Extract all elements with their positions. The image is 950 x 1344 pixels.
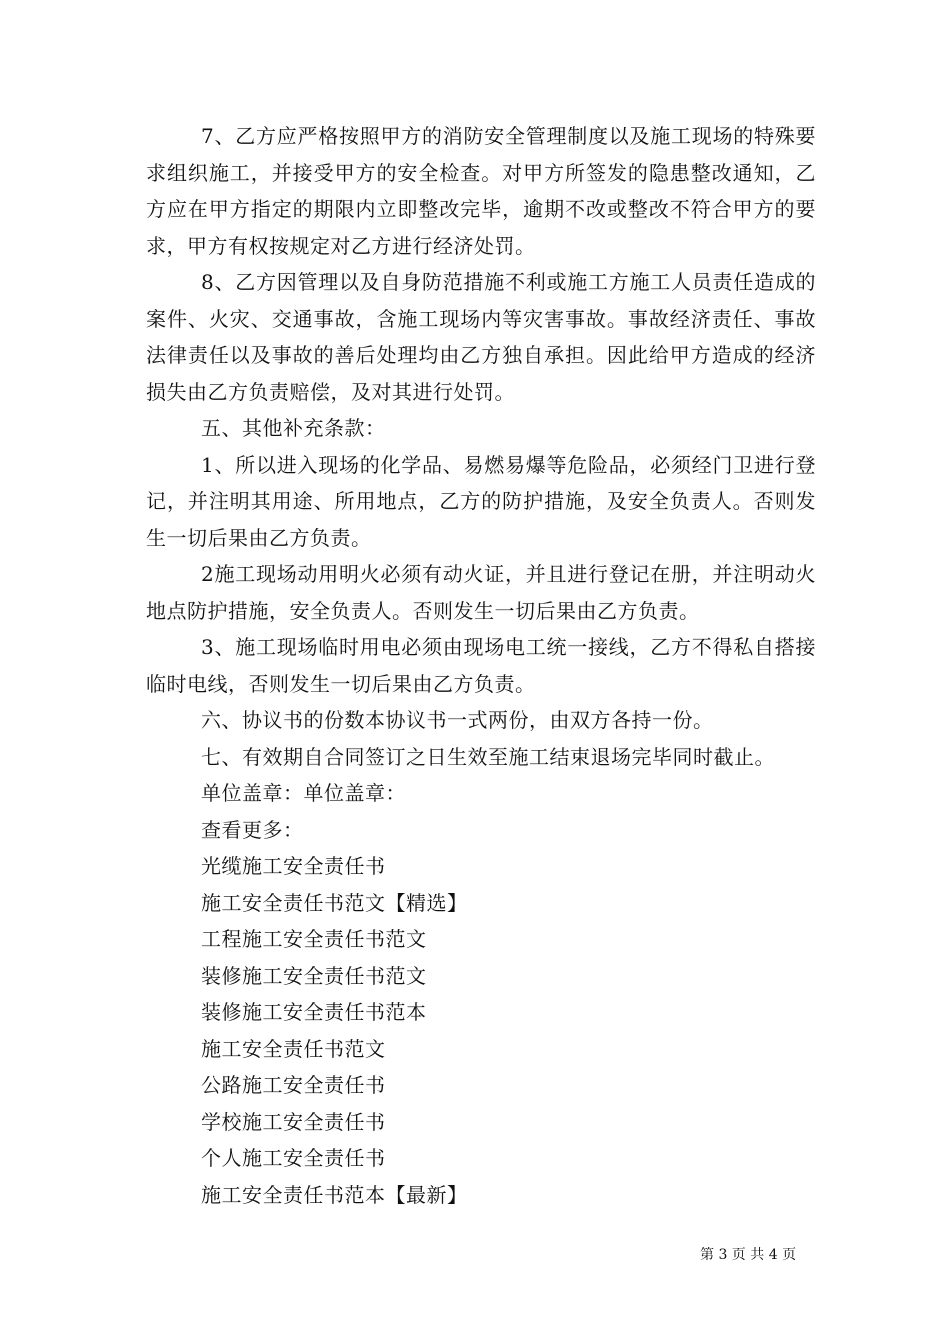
related-link[interactable]: 装修施工安全责任书范文 bbox=[201, 963, 427, 988]
related-link[interactable]: 工程施工安全责任书范文 bbox=[201, 927, 427, 951]
supplement-clause-1: 1、所以进入现场的化学品、易燃易爆等危险品，必须经门卫进行登记，并注明其用途、所用地点，乙方的防护措施，及安全负责人。否则发生一切后果由乙方负责。 bbox=[146, 452, 816, 550]
section-7-validity: 七、有效期自合同签订之日生效至施工结束退场完毕同时截止。 bbox=[201, 744, 775, 769]
page-number: 第 3 页 共 4 页 bbox=[700, 1247, 797, 1263]
seal-line: 单位盖章：单位盖章： bbox=[201, 781, 406, 805]
supplement-clause-2: 2施工现场动用明火必须有动火证，并且进行登记在册，并注明动火地点防护措施，安全负责人。否则发生一切后果由乙方负责。 bbox=[146, 562, 816, 623]
related-link[interactable]: 个人施工安全责任书 bbox=[201, 1146, 386, 1170]
document-body bbox=[146, 118, 816, 1213]
clause-8: 8、乙方因管理以及自身防范措施不利或施工方施工人员责任造成的案件、火灾、交通事故，含施工现场内等灾害事故。事故经济责任、事故法律责任以及事故的善后处理均由乙方独自承担。因此给甲方造成的经济损失由乙方负责赔偿，及对其进行处罚。 bbox=[146, 270, 816, 404]
related-link[interactable]: 施工安全责任书范文 bbox=[201, 1036, 386, 1061]
related-link[interactable]: 施工安全责任书范文【精选】 bbox=[201, 890, 468, 915]
related-link[interactable]: 施工安全责任书范本【最新】 bbox=[201, 1182, 468, 1207]
related-link[interactable]: 公路施工安全责任书 bbox=[201, 1073, 386, 1097]
supplement-clause-3: 3、施工现场临时用电必须由现场电工统一接线，乙方不得私自搭接临时电线，否则发生一切后果由乙方负责。 bbox=[146, 635, 816, 696]
clause-7: 7、乙方应严格按照甲方的消防安全管理制度以及施工现场的特殊要求组织施工，并接受甲方的安全检查。对甲方所签发的隐患整改通知，乙方应在甲方指定的期限内立即整改完毕，逾期不改或整改不符合甲方的要求，甲方有权按规定对乙方进行经济处罚。 bbox=[146, 124, 816, 258]
related-link[interactable]: 装修施工安全责任书范本 bbox=[201, 1000, 427, 1024]
related-link[interactable]: 学校施工安全责任书 bbox=[201, 1109, 386, 1134]
related-link[interactable]: 光缆施工安全责任书 bbox=[201, 854, 386, 878]
section-5-heading: 五、其他补充条款： bbox=[201, 416, 386, 440]
more-label: 查看更多： bbox=[201, 817, 304, 842]
section-6-copies: 六、协议书的份数本协议书一式两份，由双方各持一份。 bbox=[201, 708, 714, 732]
